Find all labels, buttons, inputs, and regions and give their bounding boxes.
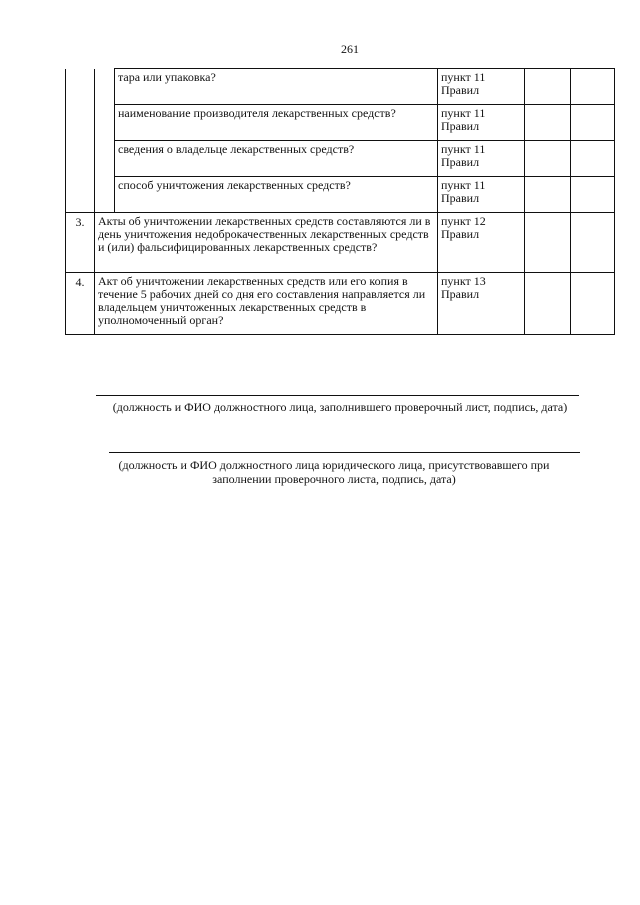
answer-cell[interactable]	[571, 141, 615, 177]
answer-cell[interactable]	[525, 273, 571, 335]
inspector-signature-caption: (должность и ФИО должностного лица, заполнившего проверочный лист, подпись, дата)	[112, 400, 568, 414]
indent-cell-blank	[95, 69, 115, 105]
ref-document: Правил	[441, 155, 480, 169]
ref-item: пункт 11	[441, 142, 486, 156]
question-cell: сведения о владельце лекарственных средств?	[115, 141, 438, 177]
row-number: 4.	[66, 273, 95, 335]
ref-document: Правил	[441, 83, 480, 97]
inspector-signature-line[interactable]	[96, 395, 579, 396]
num-cell-blank	[66, 141, 95, 177]
ref-document: Правил	[441, 191, 480, 205]
ref-item: пункт 11	[441, 70, 486, 84]
answer-cell[interactable]	[525, 69, 571, 105]
ref-cell	[438, 273, 525, 335]
ref-document: Правил	[441, 227, 480, 241]
table-row	[66, 69, 615, 105]
ref-document: Правил	[441, 119, 480, 133]
table-row	[66, 105, 615, 141]
checklist-table	[65, 68, 615, 335]
answer-cell[interactable]	[571, 105, 615, 141]
ref-item: пункт 12	[441, 214, 486, 228]
table-row	[66, 213, 615, 273]
question-cell: способ уничтожения лекарственных средств?	[115, 177, 438, 213]
indent-cell-blank	[95, 141, 115, 177]
ref-cell	[438, 213, 525, 273]
answer-cell[interactable]	[571, 69, 615, 105]
question-cell: Акт об уничтожении лекарственных средств или его копия в течение 5 рабочих дней со дня его составления направляется ли владельцем уничтоженных лекарственных средств в уполномоченный орган?	[95, 273, 438, 335]
question-cell: тара или упаковка?	[115, 69, 438, 105]
indent-cell-blank	[95, 177, 115, 213]
answer-cell[interactable]	[571, 213, 615, 273]
num-cell-blank	[66, 105, 95, 141]
table-row	[66, 273, 615, 335]
answer-cell[interactable]	[525, 213, 571, 273]
num-cell-blank	[66, 69, 95, 105]
legal-entity-caption-line1: (должность и ФИО должностного лица юридического лица, присутствовавшего при	[118, 458, 550, 472]
answer-cell[interactable]	[571, 177, 615, 213]
legal-entity-signature-caption	[14, 458, 640, 486]
answer-cell[interactable]	[525, 105, 571, 141]
question-cell: Акты об уничтожении лекарственных средств составляются ли в день уничтожения недоброкачественных лекарственных средств и (или) фальсифицированных лекарственных средств?	[95, 213, 438, 273]
legal-entity-signature-line[interactable]	[109, 452, 580, 453]
ref-document: Правил	[441, 287, 480, 301]
num-cell-blank	[66, 177, 95, 213]
question-cell: наименование производителя лекарственных средств?	[115, 105, 438, 141]
ref-cell	[438, 141, 525, 177]
legal-entity-caption-line2: заполнении проверочного листа, подпись, дата)	[212, 472, 456, 486]
ref-item: пункт 13	[441, 274, 486, 288]
ref-item: пункт 11	[441, 178, 486, 192]
ref-cell	[438, 69, 525, 105]
ref-item: пункт 11	[441, 106, 486, 120]
answer-cell[interactable]	[571, 273, 615, 335]
answer-cell[interactable]	[525, 177, 571, 213]
indent-cell-blank	[95, 105, 115, 141]
ref-cell	[438, 105, 525, 141]
table-row	[66, 177, 615, 213]
table-row	[66, 141, 615, 177]
row-number: 3.	[66, 213, 95, 273]
page-number: 261	[341, 42, 359, 56]
answer-cell[interactable]	[525, 141, 571, 177]
ref-cell	[438, 177, 525, 213]
